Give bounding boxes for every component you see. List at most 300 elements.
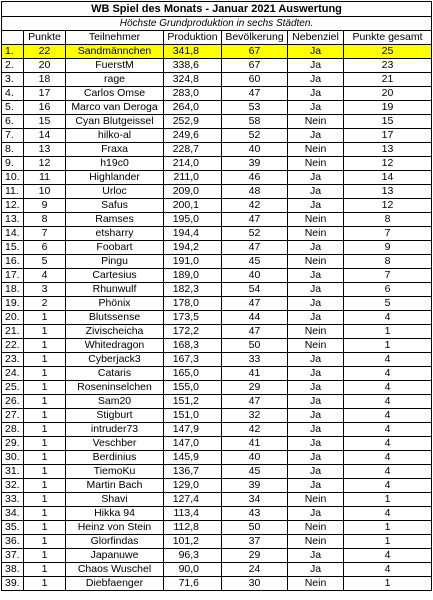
punkte-cell: 1 xyxy=(24,381,66,395)
bevoelkerung-cell: 43 xyxy=(222,507,288,521)
produktion-cell: 211,0 xyxy=(164,171,222,185)
punkte-gesamt-cell: 8 xyxy=(344,213,432,227)
teilnehmer-cell: intruder73 xyxy=(66,423,164,437)
table-row xyxy=(2,409,432,423)
punkte-gesamt-cell: 4 xyxy=(344,479,432,493)
rank-cell: 2. xyxy=(2,59,24,73)
teilnehmer-cell: Cataris xyxy=(66,367,164,381)
rank-cell: 37. xyxy=(2,549,24,563)
bevoelkerung-cell: 47 xyxy=(222,87,288,101)
produktion-cell: 155,0 xyxy=(164,381,222,395)
table-row xyxy=(2,395,432,409)
bevoelkerung-cell: 50 xyxy=(222,339,288,353)
header-punkte: Punkte xyxy=(24,31,66,45)
teilnehmer-cell: Hikka 94 xyxy=(66,507,164,521)
punkte-cell: 8 xyxy=(24,213,66,227)
bevoelkerung-cell: 67 xyxy=(222,59,288,73)
bevoelkerung-cell: 41 xyxy=(222,367,288,381)
produktion-cell: 324,8 xyxy=(164,73,222,87)
bevoelkerung-cell: 40 xyxy=(222,269,288,283)
table-row xyxy=(2,87,432,101)
punkte-cell: 9 xyxy=(24,199,66,213)
teilnehmer-cell: Cartesius xyxy=(66,269,164,283)
table-row xyxy=(2,101,432,115)
teilnehmer-cell: Highlander xyxy=(66,171,164,185)
bevoelkerung-cell: 52 xyxy=(222,129,288,143)
rank-cell: 26. xyxy=(2,395,24,409)
nebenziel-cell: Nein xyxy=(288,493,344,507)
punkte-cell: 12 xyxy=(24,157,66,171)
table-row xyxy=(2,521,432,535)
teilnehmer-cell: Blutssense xyxy=(66,311,164,325)
punkte-gesamt-cell: 8 xyxy=(344,255,432,269)
produktion-cell: 249,6 xyxy=(164,129,222,143)
nebenziel-cell: Ja xyxy=(288,45,344,59)
punkte-gesamt-cell: 19 xyxy=(344,101,432,115)
rank-cell: 30. xyxy=(2,451,24,465)
rank-cell: 28. xyxy=(2,423,24,437)
rank-cell: 7. xyxy=(2,129,24,143)
teilnehmer-cell: Glorfindas xyxy=(66,535,164,549)
teilnehmer-cell: Foobart xyxy=(66,241,164,255)
bevoelkerung-cell: 52 xyxy=(222,227,288,241)
punkte-cell: 4 xyxy=(24,269,66,283)
punkte-gesamt-cell: 4 xyxy=(344,507,432,521)
punkte-cell: 5 xyxy=(24,255,66,269)
punkte-gesamt-cell: 13 xyxy=(344,143,432,157)
rank-cell: 36. xyxy=(2,535,24,549)
produktion-cell: 173,5 xyxy=(164,311,222,325)
header-rank xyxy=(2,31,24,45)
teilnehmer-cell: Sam20 xyxy=(66,395,164,409)
produktion-cell: 168,3 xyxy=(164,339,222,353)
nebenziel-cell: Ja xyxy=(288,409,344,423)
teilnehmer-cell: Ramses xyxy=(66,213,164,227)
teilnehmer-cell: Berdinius xyxy=(66,451,164,465)
punkte-cell: 1 xyxy=(24,577,66,591)
rank-cell: 31. xyxy=(2,465,24,479)
bevoelkerung-cell: 67 xyxy=(222,45,288,59)
bevoelkerung-cell: 46 xyxy=(222,171,288,185)
punkte-gesamt-cell: 4 xyxy=(344,367,432,381)
table-row xyxy=(2,255,432,269)
punkte-gesamt-cell: 23 xyxy=(344,59,432,73)
bevoelkerung-cell: 42 xyxy=(222,423,288,437)
punkte-gesamt-cell: 4 xyxy=(344,409,432,423)
nebenziel-cell: Ja xyxy=(288,367,344,381)
table-row xyxy=(2,143,432,157)
nebenziel-cell: Ja xyxy=(288,311,344,325)
rank-cell: 12. xyxy=(2,199,24,213)
table-row xyxy=(2,171,432,185)
table-row xyxy=(2,325,432,339)
punkte-cell: 1 xyxy=(24,353,66,367)
punkte-gesamt-cell: 4 xyxy=(344,311,432,325)
punkte-gesamt-cell: 4 xyxy=(344,549,432,563)
punkte-cell: 10 xyxy=(24,185,66,199)
teilnehmer-cell: FuerstM xyxy=(66,59,164,73)
teilnehmer-cell: Fraxa xyxy=(66,143,164,157)
nebenziel-cell: Ja xyxy=(288,73,344,87)
teilnehmer-cell: Heinz von Stein xyxy=(66,521,164,535)
produktion-cell: 147,0 xyxy=(164,437,222,451)
header-nebenziel: Nebenziel xyxy=(288,31,344,45)
nebenziel-cell: Ja xyxy=(288,479,344,493)
bevoelkerung-cell: 41 xyxy=(222,437,288,451)
produktion-cell: 264,0 xyxy=(164,101,222,115)
bevoelkerung-cell: 29 xyxy=(222,549,288,563)
punkte-cell: 1 xyxy=(24,451,66,465)
teilnehmer-cell: Diebfaenger xyxy=(66,577,164,591)
produktion-cell: 200,1 xyxy=(164,199,222,213)
table-row xyxy=(2,493,432,507)
produktion-cell: 90,0 xyxy=(164,563,222,577)
table-row xyxy=(2,199,432,213)
bevoelkerung-cell: 53 xyxy=(222,101,288,115)
rank-cell: 24. xyxy=(2,367,24,381)
punkte-gesamt-cell: 9 xyxy=(344,241,432,255)
nebenziel-cell: Ja xyxy=(288,563,344,577)
nebenziel-cell: Ja xyxy=(288,423,344,437)
punkte-gesamt-cell: 4 xyxy=(344,563,432,577)
punkte-gesamt-cell: 1 xyxy=(344,521,432,535)
rank-cell: 22. xyxy=(2,339,24,353)
produktion-cell: 167,3 xyxy=(164,353,222,367)
nebenziel-cell: Ja xyxy=(288,269,344,283)
rank-cell: 39. xyxy=(2,577,24,591)
nebenziel-cell: Ja xyxy=(288,101,344,115)
punkte-gesamt-cell: 1 xyxy=(344,577,432,591)
table-row xyxy=(2,437,432,451)
nebenziel-cell: Nein xyxy=(288,213,344,227)
produktion-cell: 151,0 xyxy=(164,409,222,423)
nebenziel-cell: Ja xyxy=(288,437,344,451)
bevoelkerung-cell: 60 xyxy=(222,73,288,87)
punkte-gesamt-cell: 4 xyxy=(344,353,432,367)
punkte-cell: 7 xyxy=(24,227,66,241)
bevoelkerung-cell: 48 xyxy=(222,185,288,199)
punkte-cell: 1 xyxy=(24,325,66,339)
teilnehmer-cell: Phönix xyxy=(66,297,164,311)
bevoelkerung-cell: 29 xyxy=(222,381,288,395)
table-row xyxy=(2,507,432,521)
rank-cell: 5. xyxy=(2,101,24,115)
rank-cell: 21. xyxy=(2,325,24,339)
punkte-gesamt-cell: 7 xyxy=(344,269,432,283)
header-teilnehmer: Teilnehmer xyxy=(66,31,164,45)
table-row xyxy=(2,423,432,437)
table-row xyxy=(2,549,432,563)
teilnehmer-cell: Marco van Deroga xyxy=(66,101,164,115)
nebenziel-cell: Ja xyxy=(288,199,344,213)
teilnehmer-cell: Urloc xyxy=(66,185,164,199)
rank-cell: 19. xyxy=(2,297,24,311)
produktion-cell: 195,0 xyxy=(164,213,222,227)
header-produktion: Produktion xyxy=(164,31,222,45)
rank-cell: 10. xyxy=(2,171,24,185)
punkte-cell: 1 xyxy=(24,493,66,507)
table-row xyxy=(2,283,432,297)
punkte-gesamt-cell: 4 xyxy=(344,423,432,437)
nebenziel-cell: Ja xyxy=(288,241,344,255)
produktion-cell: 136,7 xyxy=(164,465,222,479)
table-row xyxy=(2,577,432,591)
table-row xyxy=(2,479,432,493)
teilnehmer-cell: Carlos Omse xyxy=(66,87,164,101)
sheet-title: WB Spiel des Monats - Januar 2021 Auswertung xyxy=(2,2,432,17)
nebenziel-cell: Ja xyxy=(288,549,344,563)
table-row xyxy=(2,157,432,171)
punkte-cell: 1 xyxy=(24,395,66,409)
rank-cell: 3. xyxy=(2,73,24,87)
teilnehmer-cell: Chaos Wuschel xyxy=(66,563,164,577)
teilnehmer-cell: h19c0 xyxy=(66,157,164,171)
table-row xyxy=(2,297,432,311)
produktion-cell: 194,2 xyxy=(164,241,222,255)
punkte-cell: 13 xyxy=(24,143,66,157)
punkte-cell: 11 xyxy=(24,171,66,185)
punkte-cell: 1 xyxy=(24,423,66,437)
punkte-cell: 1 xyxy=(24,437,66,451)
bevoelkerung-cell: 50 xyxy=(222,521,288,535)
punkte-gesamt-cell: 17 xyxy=(344,129,432,143)
bevoelkerung-cell: 54 xyxy=(222,283,288,297)
bevoelkerung-cell: 40 xyxy=(222,451,288,465)
rank-cell: 20. xyxy=(2,311,24,325)
nebenziel-cell: Nein xyxy=(288,157,344,171)
table-row xyxy=(2,45,432,59)
punkte-cell: 16 xyxy=(24,101,66,115)
table-row xyxy=(2,73,432,87)
bevoelkerung-cell: 47 xyxy=(222,325,288,339)
produktion-cell: 145,9 xyxy=(164,451,222,465)
punkte-gesamt-cell: 4 xyxy=(344,465,432,479)
nebenziel-cell: Ja xyxy=(288,171,344,185)
teilnehmer-cell: rage xyxy=(66,73,164,87)
punkte-gesamt-cell: 1 xyxy=(344,339,432,353)
nebenziel-cell: Ja xyxy=(288,59,344,73)
nebenziel-cell: Ja xyxy=(288,297,344,311)
rank-cell: 32. xyxy=(2,479,24,493)
punkte-gesamt-cell: 25 xyxy=(344,45,432,59)
table-row xyxy=(2,339,432,353)
teilnehmer-cell: hilko-al xyxy=(66,129,164,143)
nebenziel-cell: Ja xyxy=(288,129,344,143)
punkte-cell: 6 xyxy=(24,241,66,255)
produktion-cell: 101,2 xyxy=(164,535,222,549)
nebenziel-cell: Ja xyxy=(288,353,344,367)
bevoelkerung-cell: 47 xyxy=(222,213,288,227)
produktion-cell: 147,9 xyxy=(164,423,222,437)
punkte-cell: 1 xyxy=(24,507,66,521)
teilnehmer-cell: Martin Bach xyxy=(66,479,164,493)
rank-cell: 8. xyxy=(2,143,24,157)
bevoelkerung-cell: 58 xyxy=(222,115,288,129)
punkte-gesamt-cell: 4 xyxy=(344,451,432,465)
punkte-gesamt-cell: 4 xyxy=(344,381,432,395)
produktion-cell: 214,0 xyxy=(164,157,222,171)
produktion-cell: 209,0 xyxy=(164,185,222,199)
table-row xyxy=(2,311,432,325)
teilnehmer-cell: Veschber xyxy=(66,437,164,451)
punkte-cell: 1 xyxy=(24,367,66,381)
bevoelkerung-cell: 34 xyxy=(222,493,288,507)
rank-cell: 1. xyxy=(2,45,24,59)
nebenziel-cell: Nein xyxy=(288,255,344,269)
teilnehmer-cell: Pingu xyxy=(66,255,164,269)
nebenziel-cell: Ja xyxy=(288,185,344,199)
nebenziel-cell: Nein xyxy=(288,227,344,241)
bevoelkerung-cell: 47 xyxy=(222,395,288,409)
punkte-cell: 1 xyxy=(24,549,66,563)
rank-cell: 15. xyxy=(2,241,24,255)
punkte-gesamt-cell: 13 xyxy=(344,185,432,199)
nebenziel-cell: Ja xyxy=(288,395,344,409)
produktion-cell: 129,0 xyxy=(164,479,222,493)
punkte-cell: 15 xyxy=(24,115,66,129)
table-row xyxy=(2,381,432,395)
rank-cell: 34. xyxy=(2,507,24,521)
nebenziel-cell: Nein xyxy=(288,577,344,591)
table-row xyxy=(2,129,432,143)
teilnehmer-cell: TiemoKu xyxy=(66,465,164,479)
rank-cell: 16. xyxy=(2,255,24,269)
rank-cell: 4. xyxy=(2,87,24,101)
punkte-cell: 1 xyxy=(24,479,66,493)
punkte-cell: 1 xyxy=(24,409,66,423)
bevoelkerung-cell: 39 xyxy=(222,479,288,493)
column-header-row xyxy=(2,31,432,45)
nebenziel-cell: Nein xyxy=(288,339,344,353)
produktion-cell: 165,0 xyxy=(164,367,222,381)
punkte-gesamt-cell: 15 xyxy=(344,115,432,129)
bevoelkerung-cell: 40 xyxy=(222,143,288,157)
table-row xyxy=(2,227,432,241)
punkte-gesamt-cell: 1 xyxy=(344,535,432,549)
produktion-cell: 127,4 xyxy=(164,493,222,507)
produktion-cell: 228,7 xyxy=(164,143,222,157)
punkte-gesamt-cell: 1 xyxy=(344,493,432,507)
nebenziel-cell: Ja xyxy=(288,465,344,479)
produktion-cell: 112,8 xyxy=(164,521,222,535)
teilnehmer-cell: Japanuwe xyxy=(66,549,164,563)
punkte-gesamt-cell: 20 xyxy=(344,87,432,101)
teilnehmer-cell: Roseninselchen xyxy=(66,381,164,395)
table-row xyxy=(2,535,432,549)
results-table xyxy=(1,1,432,591)
teilnehmer-cell: Sandmännchen xyxy=(66,45,164,59)
rank-cell: 23. xyxy=(2,353,24,367)
nebenziel-cell: Ja xyxy=(288,451,344,465)
punkte-gesamt-cell: 4 xyxy=(344,395,432,409)
header-punkte-gesamt: Punkte gesamt xyxy=(344,31,432,45)
rank-cell: 11. xyxy=(2,185,24,199)
teilnehmer-cell: Shavi xyxy=(66,493,164,507)
results-body xyxy=(2,45,432,591)
rank-cell: 27. xyxy=(2,409,24,423)
rank-cell: 9. xyxy=(2,157,24,171)
punkte-cell: 1 xyxy=(24,465,66,479)
table-row xyxy=(2,451,432,465)
teilnehmer-cell: etsharry xyxy=(66,227,164,241)
bevoelkerung-cell: 32 xyxy=(222,409,288,423)
rank-cell: 17. xyxy=(2,269,24,283)
results-sheet xyxy=(1,1,431,591)
produktion-cell: 113,4 xyxy=(164,507,222,521)
bevoelkerung-cell: 24 xyxy=(222,563,288,577)
nebenziel-cell: Nein xyxy=(288,143,344,157)
punkte-cell: 18 xyxy=(24,73,66,87)
rank-cell: 18. xyxy=(2,283,24,297)
produktion-cell: 151,2 xyxy=(164,395,222,409)
table-row xyxy=(2,269,432,283)
header-bevoelkerung: Bevölkerung xyxy=(222,31,288,45)
produktion-cell: 338,6 xyxy=(164,59,222,73)
rank-cell: 6. xyxy=(2,115,24,129)
teilnehmer-cell: Rhunwulf xyxy=(66,283,164,297)
nebenziel-cell: Nein xyxy=(288,115,344,129)
teilnehmer-cell: Cyan Blutgeissel xyxy=(66,115,164,129)
bevoelkerung-cell: 37 xyxy=(222,535,288,549)
table-row xyxy=(2,213,432,227)
produktion-cell: 172,2 xyxy=(164,325,222,339)
punkte-cell: 1 xyxy=(24,563,66,577)
punkte-cell: 1 xyxy=(24,535,66,549)
produktion-cell: 194,4 xyxy=(164,227,222,241)
bevoelkerung-cell: 44 xyxy=(222,311,288,325)
bevoelkerung-cell: 33 xyxy=(222,353,288,367)
sheet-subtitle: Höchste Grundproduktion in sechs Städten. xyxy=(2,17,432,31)
punkte-cell: 1 xyxy=(24,339,66,353)
nebenziel-cell: Nein xyxy=(288,535,344,549)
produktion-cell: 341,8 xyxy=(164,45,222,59)
punkte-cell: 1 xyxy=(24,521,66,535)
bevoelkerung-cell: 47 xyxy=(222,241,288,255)
produktion-cell: 189,0 xyxy=(164,269,222,283)
punkte-gesamt-cell: 6 xyxy=(344,283,432,297)
punkte-cell: 2 xyxy=(24,297,66,311)
rank-cell: 25. xyxy=(2,381,24,395)
produktion-cell: 182,3 xyxy=(164,283,222,297)
table-row xyxy=(2,367,432,381)
produktion-cell: 191,0 xyxy=(164,255,222,269)
punkte-gesamt-cell: 1 xyxy=(344,325,432,339)
teilnehmer-cell: Whitedragon xyxy=(66,339,164,353)
rank-cell: 35. xyxy=(2,521,24,535)
produktion-cell: 178,0 xyxy=(164,297,222,311)
nebenziel-cell: Ja xyxy=(288,87,344,101)
punkte-cell: 17 xyxy=(24,87,66,101)
nebenziel-cell: Ja xyxy=(288,283,344,297)
table-row xyxy=(2,353,432,367)
bevoelkerung-cell: 30 xyxy=(222,577,288,591)
teilnehmer-cell: Cyberjack3 xyxy=(66,353,164,367)
punkte-gesamt-cell: 14 xyxy=(344,171,432,185)
punkte-cell: 3 xyxy=(24,283,66,297)
rank-cell: 14. xyxy=(2,227,24,241)
table-row xyxy=(2,59,432,73)
rank-cell: 29. xyxy=(2,437,24,451)
punkte-gesamt-cell: 12 xyxy=(344,157,432,171)
punkte-cell: 14 xyxy=(24,129,66,143)
punkte-cell: 1 xyxy=(24,311,66,325)
bevoelkerung-cell: 42 xyxy=(222,199,288,213)
punkte-cell: 22 xyxy=(24,45,66,59)
produktion-cell: 96,3 xyxy=(164,549,222,563)
punkte-gesamt-cell: 12 xyxy=(344,199,432,213)
produktion-cell: 283,0 xyxy=(164,87,222,101)
nebenziel-cell: Ja xyxy=(288,507,344,521)
